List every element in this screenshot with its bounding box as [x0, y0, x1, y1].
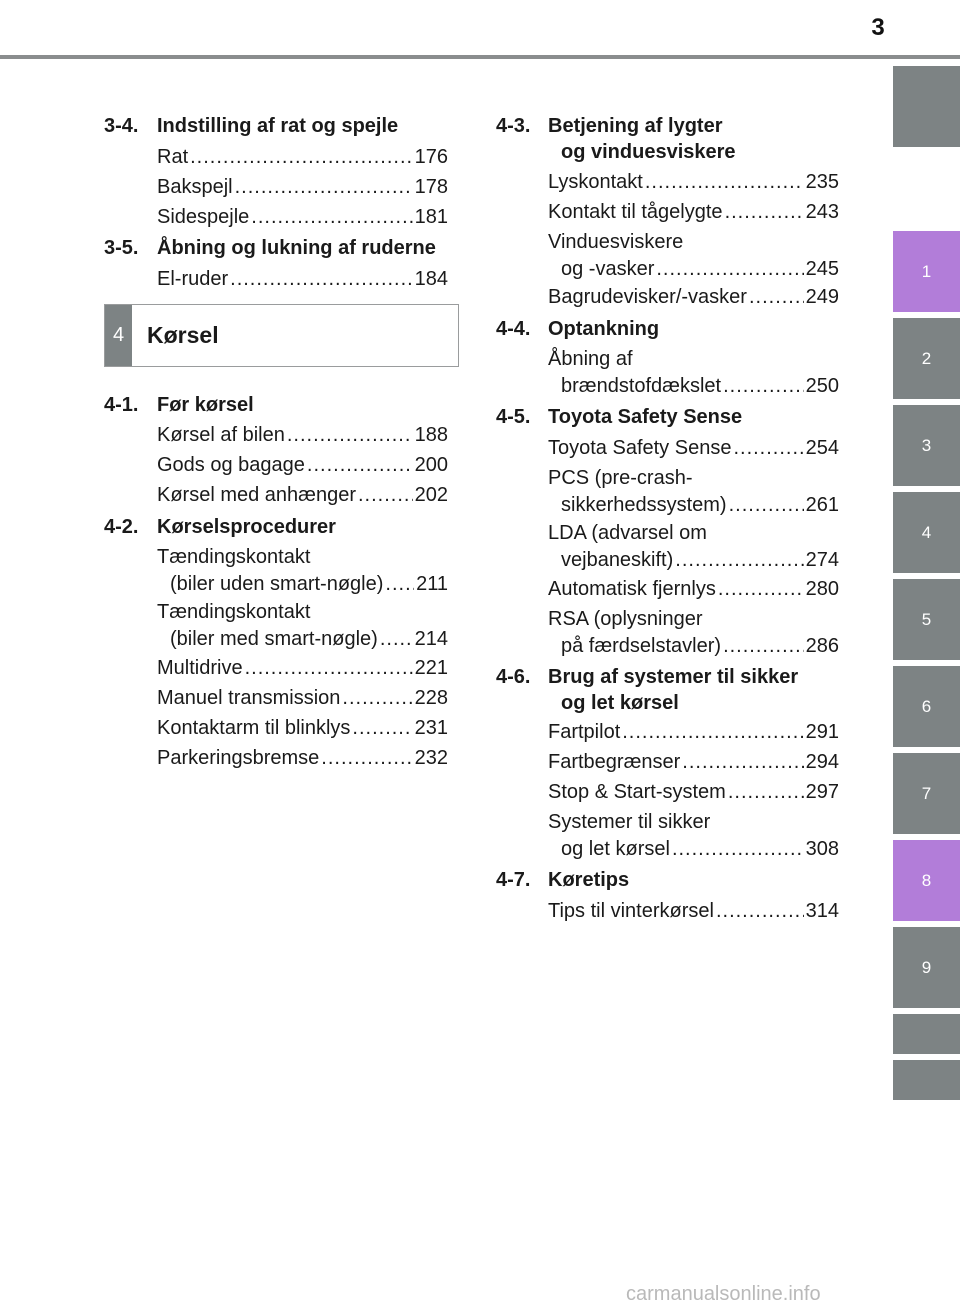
- toc-entry[interactable]: Multidrive ..... 221: [157, 657, 448, 680]
- toc-entry[interactable]: Automatisk fjernlys ..... 280: [548, 578, 839, 601]
- chapter-tab-blank[interactable]: [893, 66, 960, 147]
- toc-entry[interactable]: Lyskontakt ..... 235: [548, 171, 839, 194]
- toc-entry[interactable]: Parkeringsbremse ..... 232: [157, 747, 448, 770]
- toc-entry[interactable]: Fartpilot ..... 291: [548, 721, 839, 744]
- toc-entry[interactable]: Kontaktarm til blinklys ..... 231: [157, 717, 448, 740]
- chapter-tab-9[interactable]: 9: [893, 927, 960, 1008]
- toc-entry[interactable]: Vinduesviskere og -vasker ..... 245: [548, 231, 839, 281]
- header-rule: [0, 55, 960, 59]
- toc-entry[interactable]: Åbning af brændstofdækslet ..... 250: [548, 348, 839, 398]
- toc-entry[interactable]: Toyota Safety Sense ..... 254: [548, 437, 839, 460]
- chapter-tab-1[interactable]: 1: [893, 231, 960, 312]
- chapter-tab-blank[interactable]: [893, 1060, 960, 1100]
- toc-entry[interactable]: Kørsel med anhænger ..... 202: [157, 484, 448, 507]
- toc-entry[interactable]: Tændingskontakt (biler med smart-nøgle) ..... 214: [157, 601, 448, 651]
- toc-entry[interactable]: Sidespejle ..... 181: [157, 206, 448, 229]
- chapter-tab-4[interactable]: 4: [893, 492, 960, 573]
- toc-entry[interactable]: Bakspejl ..... 178: [157, 176, 448, 199]
- chapter-tab-8[interactable]: 8: [893, 840, 960, 921]
- toc-entry[interactable]: Stop & Start-system ..... 297: [548, 781, 839, 804]
- toc-entry[interactable]: PCS (pre-crash- sikkerhedssystem) ..... 261: [548, 467, 839, 517]
- chapter-tab-3[interactable]: 3: [893, 405, 960, 486]
- chapter-tab-2[interactable]: 2: [893, 318, 960, 399]
- chapter-tab-7[interactable]: 7: [893, 753, 960, 834]
- chapter-tab-blank[interactable]: [893, 1014, 960, 1054]
- chapter-heading-box: [104, 304, 459, 367]
- chapter-tab-6[interactable]: 6: [893, 666, 960, 747]
- page-number: 3: [871, 14, 885, 41]
- chapter-number: 4: [105, 305, 132, 366]
- toc-entry[interactable]: Systemer til sikker og let kørsel ..... 308: [548, 811, 839, 861]
- chapter-title: Kørsel: [147, 322, 219, 348]
- toc-entry[interactable]: El-ruder ..... 184: [157, 268, 448, 291]
- toc-entry[interactable]: Manuel transmission ..... 228: [157, 687, 448, 710]
- toc-entry[interactable]: LDA (advarsel om vejbaneskift) ..... 274: [548, 522, 839, 572]
- toc-entry[interactable]: RSA (oplysninger på færdselstavler) ..... 286: [548, 608, 839, 658]
- toc-entry[interactable]: Kørsel af bilen ..... 188: [157, 424, 448, 447]
- chapter-tab-5[interactable]: 5: [893, 579, 960, 660]
- toc-entry[interactable]: Tændingskontakt (biler uden smart-nøgle) ..... 211: [157, 546, 448, 596]
- toc-entry[interactable]: Bagrudevisker/-vasker ..... 249: [548, 286, 839, 309]
- toc-entry[interactable]: Rat ..... 176: [157, 146, 448, 169]
- toc-entry[interactable]: Tips til vinterkørsel ..... 314: [548, 900, 839, 923]
- watermark: carmanualsonline.info: [626, 1283, 821, 1305]
- toc-entry[interactable]: Kontakt til tågelygte ..... 243: [548, 201, 839, 224]
- toc-entry[interactable]: Gods og bagage ..... 200: [157, 454, 448, 477]
- toc-entry[interactable]: Fartbegrænser ..... 294: [548, 751, 839, 774]
